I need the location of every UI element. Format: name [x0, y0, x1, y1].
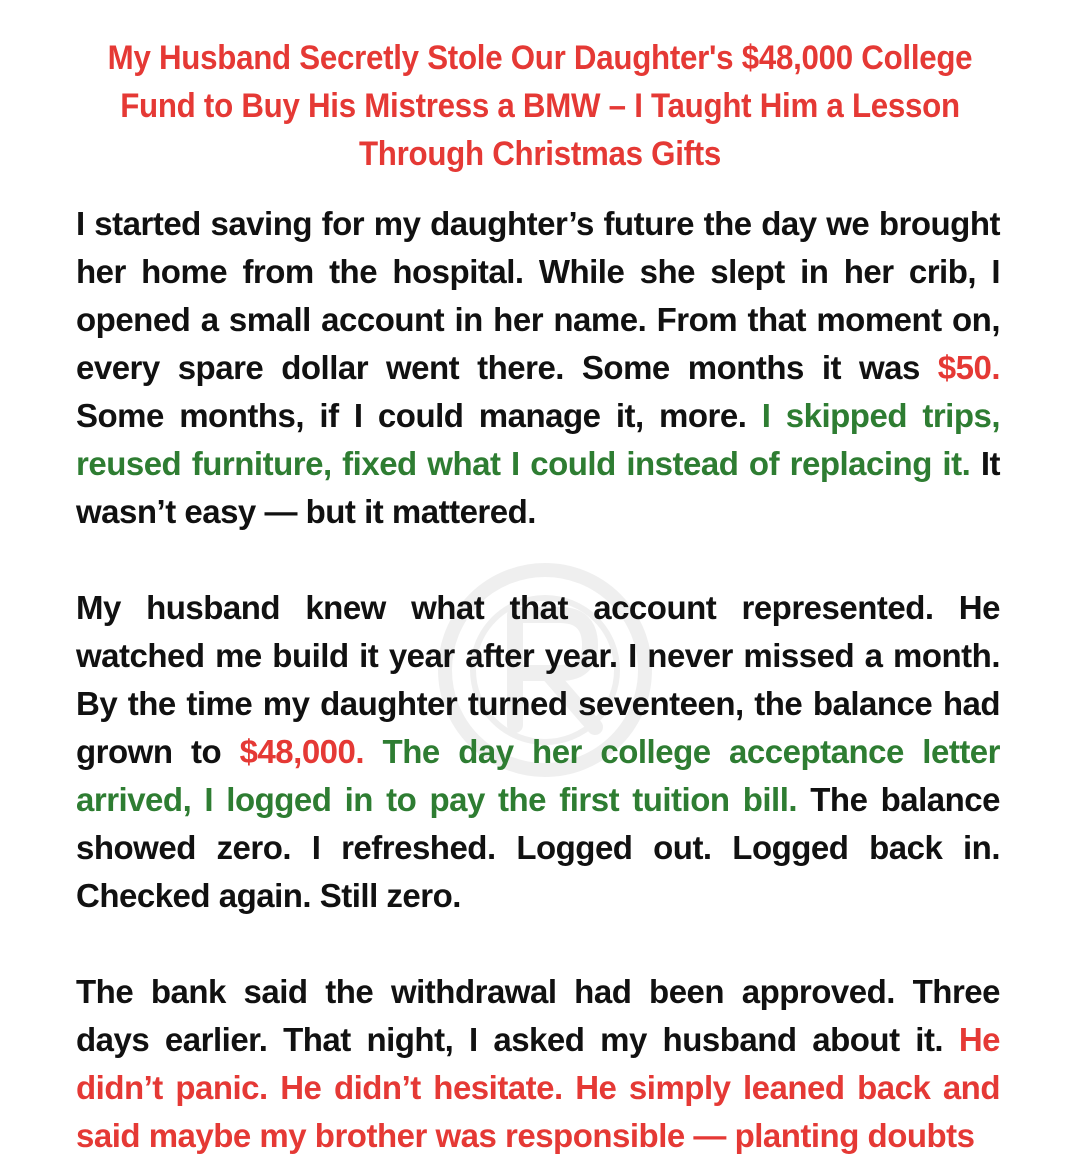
highlight-green: The day her college acceptance letter arrived, I logged in to pay the first tuition bill.	[76, 733, 1000, 818]
paragraph-1-text: I started saving for my daughter’s future the day we brought her home from the hospital. While she slept in her crib, I opened a small account in her name. From that moment on, every spare dollar went there. Some months it was	[76, 205, 1000, 386]
paragraph-2-text	[364, 733, 382, 770]
story-title: My Husband Secretly Stole Our Daughter's $48,000 College Fund to Buy His Mistress a BMW – I Taught Him a Lesson Through Christmas Gifts	[107, 39, 973, 173]
paragraph-3	[76, 968, 1000, 1160]
paragraph-1-text: Some months, if I could manage it, more.	[76, 397, 762, 434]
paragraph-2-text: The balance showed zero. I refreshed. Logged out. Logged back in. Checked again. Still zero.	[76, 781, 1001, 914]
paragraph-2	[76, 584, 1000, 920]
paragraph-3-text: The bank said the withdrawal had been approved. Three days earlier. That night, I asked my husband about it.	[76, 973, 1000, 1058]
paragraph-1	[76, 200, 1000, 536]
paragraph-1-text: It wasn’t easy — but it mattered.	[76, 445, 1000, 530]
highlight-red: He didn’t panic. He didn’t hesitate. He simply leaned back and said maybe my brother was responsible — planting doubts	[76, 1021, 1000, 1154]
highlight-red: $48,000.	[239, 733, 365, 770]
highlight-red: $50.	[937, 349, 1000, 386]
highlight-green: I skipped trips, reused furniture, fixed what I could instead of replacing it.	[76, 397, 1001, 482]
paragraph-2-text: My husband knew what that account represented. He watched me build it year after year. I never missed a month. By the time my daughter turned seventeen, the balance had grown to	[76, 589, 1000, 770]
